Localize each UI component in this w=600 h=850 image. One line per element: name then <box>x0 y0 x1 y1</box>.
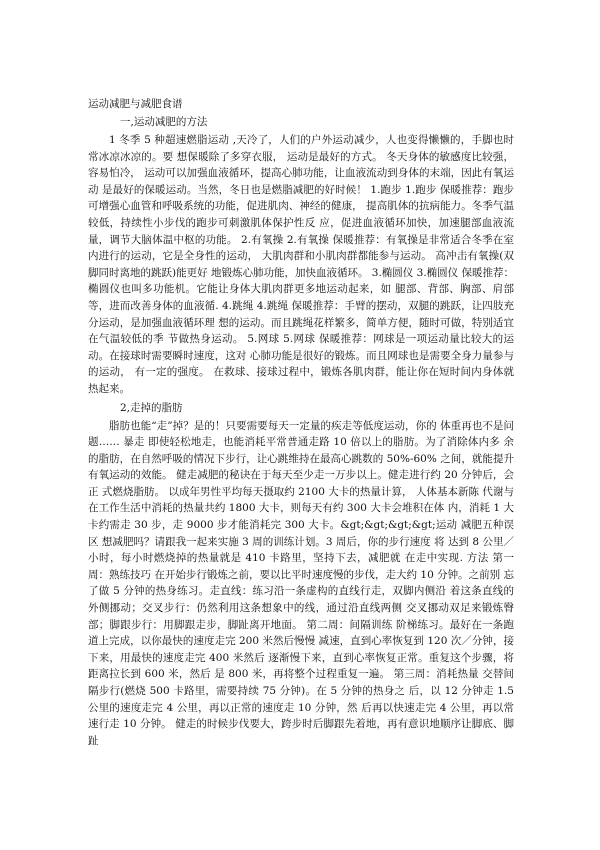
paragraph-winter-exercises: 1 冬季 5 种超速燃脂运动 ,天冷了，人们的户外运动减少，人也变得懒懒的，手脚也时常冰凉冰凉的。要 想保暖除了多穿衣服， 运动是最好的方式。 冬天身体的敏感度比较强， 容易怕冷， 运动可以加强血液循环，提高心肺功能，让血液流动到身体的末端，因此有氧运 动 是最好的保暖运动。当然，冬日也是燃脂减肥的好时候！ 1.跑步 1.跑步 保暖推荐：跑步可增强心血管和呼吸系统的功能，促进肌肉、神经的健康， 提高肌体的抗病能力。冬季气温较低，持续性小步伐的跑步可刺激肌体保护性反 应，促进血液循环加快，加速腿部血液流量，调节大脑体温中枢的功能。 2.有氧操 2.有氧操 保暖推荐：有氧操是非常适合冬季在室内进行的运动，它是全身性的运动， 大肌肉群和小肌肉群都能参与运动。 高冲击有氧操(双脚同时离地的跳跃)能更好 地锻炼心肺功能，加快血液循环。 3.椭圆仪 3.椭圆仪 保暖推荐：椭圆仪也叫多功能机。它能让身体大肌肉群更多地运动起来，如 腿部、背部、胸部、肩部等，进而改善身体的血液循. 4.跳绳 4.跳绳 保暖推荐：手臂的摆动，双腿的跳跃，让四肢充分运动，是加强血液循环理 想的运动。而且跳绳花样繁多，简单方便，随时可做，特别适宜在气温较低的季 节做热身运动。 5.网球 5.网球 保暖推荐：网球是一项运动量比较大的运动。在接球时需要瞬时速度，这对 心肺功能是很好的锻炼。而且网球也是需要全身力量参与的运动， 有一定的强度。 在救球、接球过程中，锻炼各肌肉群，能让你在短时间内身体就热起来。 <box>88 134 514 395</box>
document-title: 运动减肥与减肥食谱 <box>88 98 183 110</box>
section-heading-walking-fat: 2,走掉的脂肪 <box>120 401 183 414</box>
section-heading-exercise-methods: 一,运动减肥的方法 <box>120 116 208 128</box>
document-page <box>88 98 514 749</box>
paragraph-walking-plan: 脂肪也能“走”掉？是的！只要需要每天一定量的疾走等低度运动，你的 体重再也不是问题…… 暴走 即使轻松地走，也能消耗平常普通走路 10 倍以上的脂肪。为了消除体内多 余的脂肪，在自然呼吸的情况下步行，让心跳维持在最高心跳数的 50%-60% 之间，就能提升有氧运动的效能。 健走减肥的秘诀在于每天至少走一万步以上。健走进行约 20 分钟后，会正 式燃烧脂肪。 以成年男性平均每天摄取约 2100 大卡的热量计算， 人体基本新陈 代谢与在工作生活中消耗的热量共约 1800 大卡，则每天有约 300 大卡会堆积在体 内，消耗 1 大卡约需走 30 步，走 9000 步才能消耗完 300 大卡。&gt;&gt;&gt;&gt;运动 减肥五种误区 想减肥吗？请跟我一起来实施 3 周的训练计划。3 周后，你的步行速度 将 达到 8 公里／小时，每小时燃烧掉的热量就是 410 卡路里，坚持下去，减肥就 在走中实现. 方法 第一周：熟练技巧 在开始步行锻炼之前，要以比平时速度慢的步伐，走大约 10 分钟。之前别 忘了做 5 分钟的热身练习。走直线：练习沿一条虚构的直线行走，双脚内侧沿 着这条直线的外侧挪动；交叉步行：仍然利用这条想象中的线，通过沿直线两侧 交叉挪动双足来锻炼臀部；脚跟步行：用脚跟走步，脚趾离开地面。 第二周：间隔训练 阶梯练习。最好在一条跑道上完成，以你最快的速度走完 200 米然后慢慢 减速，直到心率恢复到 120 次／分钟，接下来，用最快的速度走完 400 米然后 逐渐慢下来，直到心率恢复正常。重复这个步骤，将距离拉长到 600 米，然后 是 800 米，再将整个过程重复一遍。 第三周：消耗热量 交替间隔步行(燃烧 500 卡路里，需要持续 75 分钟)。在 5 分钟的热身之 后，以 12 分钟走 1.5 公里的速度走完 4 公里，再以正常的速度走 10 分钟，然 后再以快速走完 4 公里，再以常速行走 10 分钟。 健走的时候步伐要大，跨步时后脚跟先着地，再有意识地顺序让脚底、脚趾 <box>88 419 514 747</box>
